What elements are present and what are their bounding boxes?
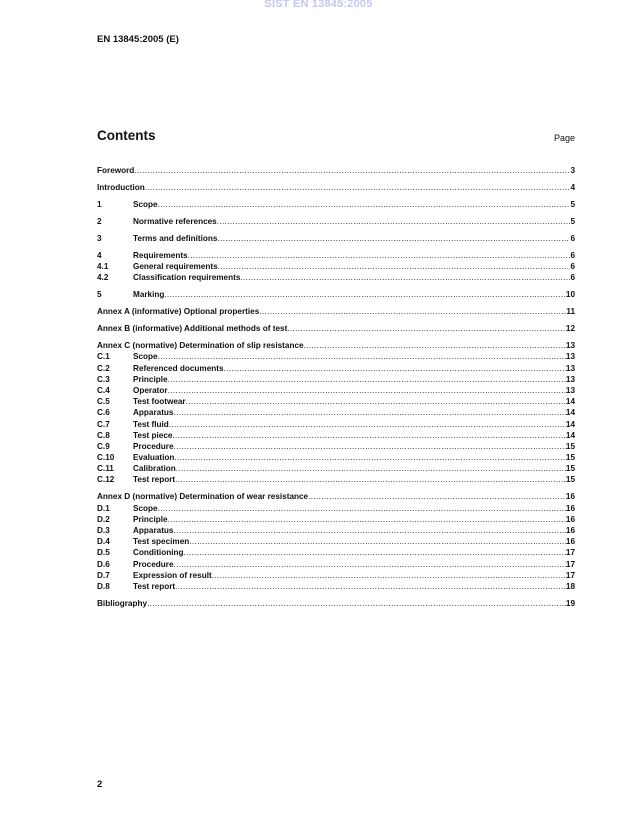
dot-leader	[172, 430, 565, 441]
toc-entry-number: 1	[97, 199, 102, 209]
toc-entry-title: Principle	[133, 374, 168, 384]
toc-entry-title: General requirements	[133, 262, 218, 272]
toc-entry-number: 4.2	[97, 273, 109, 283]
dot-leader	[176, 463, 566, 474]
toc-entry-page: 10	[565, 290, 575, 300]
dot-leader	[259, 306, 566, 317]
toc-entry-page: 13	[565, 341, 575, 351]
toc-entry-title: Test footwear	[133, 397, 186, 407]
toc-entry-number: D.2	[97, 514, 110, 524]
toc-entry-number: D.3	[97, 526, 110, 536]
toc-entry-number: C.5	[97, 397, 110, 407]
toc-entry-title: Test specimen	[133, 537, 190, 547]
toc-entry-title: Apparatus	[133, 408, 174, 418]
toc-entry[interactable]	[97, 559, 575, 570]
toc-entry-page: 5	[570, 216, 575, 226]
toc-entry-number: C.9	[97, 441, 110, 451]
toc-entry[interactable]	[97, 199, 575, 210]
toc-entry[interactable]	[97, 374, 575, 385]
toc-entry-page: 14	[565, 419, 575, 429]
watermark: SIST EN 13845:2005	[264, 0, 373, 10]
toc-entry-number: C.4	[97, 385, 110, 395]
toc-entry-title: Test fluid	[133, 419, 169, 429]
toc-entry[interactable]	[97, 363, 575, 374]
toc-entry-page: 16	[565, 537, 575, 547]
toc-entry-title: Evaluation	[133, 453, 175, 463]
toc-entry-title: Terms and definitions	[133, 233, 218, 243]
toc-entry[interactable]	[97, 474, 575, 485]
toc-entry-page: 6	[570, 233, 575, 243]
toc-entry-page: 16	[565, 492, 575, 502]
toc-entry-page: 6	[570, 250, 575, 260]
toc-entry-page: 16	[565, 503, 575, 513]
toc-entry[interactable]	[97, 581, 575, 592]
dot-leader	[217, 233, 570, 244]
toc-entry-page: 14	[565, 430, 575, 440]
dot-leader	[304, 340, 566, 351]
dot-leader	[164, 289, 565, 300]
toc-entry[interactable]	[97, 385, 575, 396]
toc-entry[interactable]	[97, 598, 575, 609]
toc-entry-page: 15	[565, 475, 575, 485]
toc-entry-page: 16	[565, 514, 575, 524]
dot-leader	[158, 503, 566, 514]
toc-entry[interactable]	[97, 233, 575, 244]
toc-entry[interactable]	[97, 536, 575, 547]
toc-entry-title: Operator	[133, 385, 168, 395]
toc-entry-number: C.6	[97, 408, 110, 418]
toc-entry-page: 3	[570, 166, 575, 175]
dot-leader	[174, 559, 566, 570]
document-id-header: EN 13845:2005 (E)	[97, 34, 179, 45]
dot-leader	[188, 250, 571, 261]
toc-entry-number: 4.1	[97, 262, 109, 272]
dot-leader	[183, 547, 565, 558]
toc-entry[interactable]	[97, 272, 575, 283]
toc-entry-page: 5	[570, 199, 575, 209]
toc-entry-title: Calibration	[133, 464, 176, 474]
dot-leader	[174, 441, 566, 452]
toc-entry[interactable]	[97, 441, 575, 452]
toc-entry[interactable]	[97, 340, 575, 351]
dot-leader	[240, 272, 570, 283]
toc-entry[interactable]	[97, 407, 575, 418]
toc-entry-page: 14	[565, 397, 575, 407]
toc-entry-title: Test piece	[133, 430, 173, 440]
toc-entry-page: 15	[565, 441, 575, 451]
toc-entry[interactable]	[97, 525, 575, 536]
toc-entry-page: 15	[565, 453, 575, 463]
dot-leader	[218, 261, 571, 272]
dot-leader	[189, 536, 566, 547]
dot-leader	[175, 474, 566, 485]
toc-entry-title: Annex B (informative) Additional methods of test	[97, 324, 288, 334]
toc-entry-title: Requirements	[133, 250, 188, 260]
toc-entry[interactable]	[97, 289, 575, 300]
toc-entry-title: Procedure	[133, 441, 174, 451]
dot-leader	[174, 407, 566, 418]
toc-entry-title: Scope	[133, 199, 158, 209]
dot-leader	[217, 216, 571, 227]
toc-entry-page: 19	[565, 598, 575, 608]
toc-entry-title: Classification requirements	[133, 273, 241, 283]
toc-entry-page: 6	[570, 273, 575, 283]
toc-entry-title: Conditioning	[133, 548, 184, 558]
toc-entry-title: Procedure	[133, 559, 174, 569]
toc-entry-page: 16	[565, 526, 575, 536]
toc-entry-title: Annex D (normative) Determination of wear resistance	[97, 492, 309, 502]
toc-entry-page: 11	[566, 307, 575, 317]
dot-leader	[168, 374, 566, 385]
toc-entry-number: C.1	[97, 352, 110, 362]
toc-entry-title: Test report	[133, 581, 176, 591]
toc-entry-number: C.7	[97, 419, 110, 429]
toc-entry-number: C.12	[97, 475, 115, 485]
toc-entry-number: D.6	[97, 559, 110, 569]
dot-leader	[168, 385, 566, 396]
toc-entry-page: 13	[565, 352, 575, 362]
toc-entry-number: D.1	[97, 503, 110, 513]
dot-leader	[145, 182, 571, 193]
toc-entry-page: 14	[565, 408, 575, 418]
toc-entry[interactable]	[97, 306, 575, 317]
toc-entry-page: 15	[565, 464, 575, 474]
toc-entry-page: 13	[565, 363, 575, 373]
dot-leader	[308, 491, 566, 502]
contents-heading: Contents	[97, 128, 156, 143]
toc-entry[interactable]	[97, 452, 575, 463]
toc-entry-title: Apparatus	[133, 526, 174, 536]
dot-leader	[212, 570, 566, 581]
toc-entry-number: C.10	[97, 453, 115, 463]
dot-leader	[168, 514, 566, 525]
toc-entry[interactable]	[97, 547, 575, 558]
toc-entry-page: 6	[570, 262, 575, 272]
toc-entry-number: C.2	[97, 363, 110, 373]
toc-entry-title: Annex C (normative) Determination of slip resistance	[97, 341, 304, 351]
toc-entry-page: 17	[565, 559, 575, 569]
toc-entry-title: Marking	[133, 290, 165, 300]
dot-leader	[175, 581, 566, 592]
toc-entry[interactable]	[97, 261, 575, 272]
toc-entry-number: D.8	[97, 581, 110, 591]
toc-entry-title: Scope	[133, 352, 158, 362]
toc-entry[interactable]	[97, 351, 575, 362]
toc-entry[interactable]	[97, 503, 575, 514]
dot-leader	[224, 363, 566, 374]
toc-entry-number: C.8	[97, 430, 110, 440]
toc-entry[interactable]	[97, 165, 575, 176]
toc-entry-title: Test report	[133, 475, 176, 485]
dot-leader	[174, 525, 566, 536]
toc-entry-number: 3	[97, 233, 102, 243]
toc-entry-number: 2	[97, 216, 102, 226]
toc-entry[interactable]	[97, 491, 575, 502]
toc-entry-title: Foreword	[97, 166, 135, 175]
toc-entry-number: D.5	[97, 548, 110, 558]
toc-entry[interactable]	[97, 182, 575, 193]
toc-entry-page: 12	[565, 324, 575, 334]
toc-entry-page: 17	[565, 570, 575, 580]
toc-entry-page: 13	[565, 374, 575, 384]
toc-entry-title: Principle	[133, 514, 168, 524]
toc-entry[interactable]	[97, 463, 575, 474]
page-column-label: Page	[553, 133, 575, 143]
footer-page-number: 2	[97, 779, 103, 790]
dot-leader	[147, 598, 566, 609]
dot-leader	[186, 396, 566, 407]
toc-entry[interactable]	[97, 323, 575, 334]
toc-entry-page: 18	[565, 581, 575, 591]
toc-entry-number: 4	[97, 250, 102, 260]
toc-entry[interactable]	[97, 419, 575, 430]
toc-entry-title: Normative references	[133, 216, 217, 226]
toc-entry[interactable]	[97, 396, 575, 407]
toc-entry-title: Bibliography	[97, 598, 148, 608]
toc-entry[interactable]	[97, 570, 575, 581]
dot-leader	[174, 452, 565, 463]
toc-entry-page: 13	[565, 385, 575, 395]
toc-entry[interactable]	[97, 216, 575, 227]
toc-entry-title: Scope	[133, 503, 158, 513]
table-of-contents	[97, 165, 575, 609]
toc-entry-page: 17	[565, 548, 575, 558]
toc-entry-title: Expression of result	[133, 570, 212, 580]
dot-leader	[169, 419, 566, 430]
toc-entry-title: Annex A (informative) Optional properties	[97, 307, 260, 317]
toc-entry-number: C.11	[97, 464, 114, 474]
toc-entry-number: D.4	[97, 537, 110, 547]
dot-leader	[287, 323, 566, 334]
dot-leader	[158, 199, 571, 210]
dot-leader	[158, 351, 566, 362]
toc-entry[interactable]	[97, 250, 575, 261]
dot-leader	[134, 165, 570, 176]
toc-entry[interactable]	[97, 430, 575, 441]
toc-entry-number: 5	[97, 290, 102, 300]
toc-entry-title: Introduction	[97, 182, 145, 192]
toc-entry-page: 4	[570, 182, 575, 192]
toc-entry-number: C.3	[97, 374, 110, 384]
toc-entry[interactable]	[97, 514, 575, 525]
toc-entry-number: D.7	[97, 570, 110, 580]
toc-entry-title: Referenced documents	[133, 363, 224, 373]
